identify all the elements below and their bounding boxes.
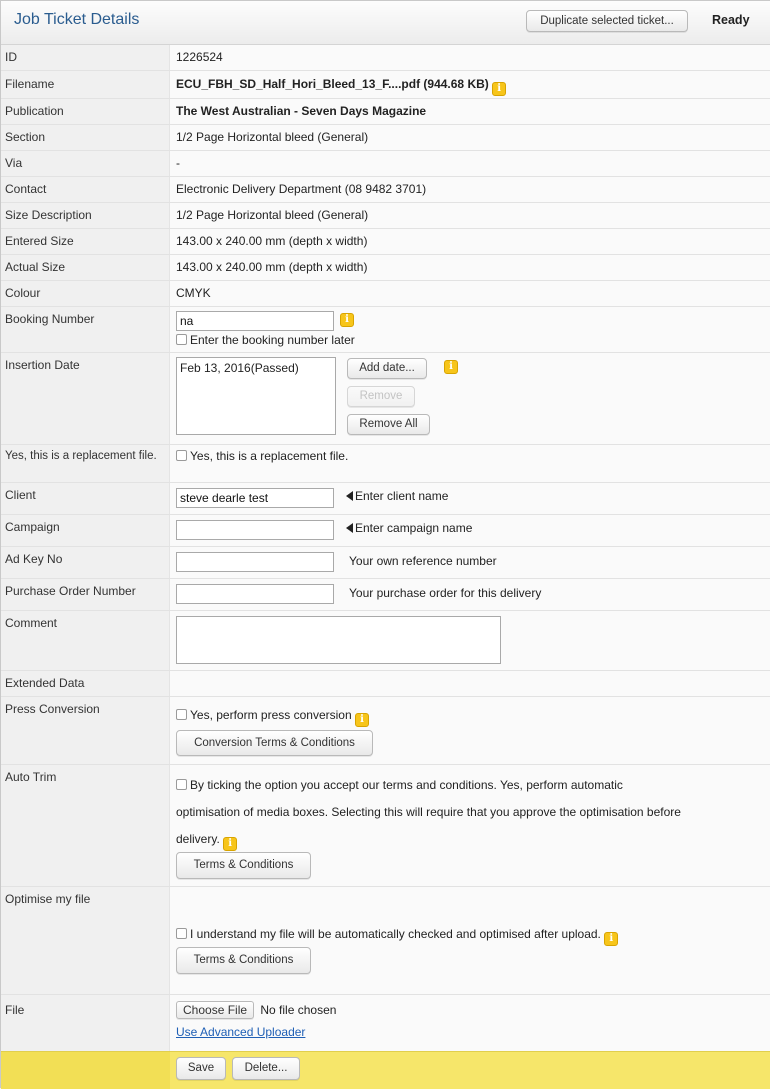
row-id (1, 45, 770, 71)
replacement-checkbox[interactable] (176, 450, 187, 461)
press-conversion-label: Yes, perform press conversion (190, 708, 352, 722)
field-label: Comment (1, 611, 170, 670)
field-label: Extended Data (1, 671, 170, 696)
row-actual-size (1, 255, 770, 281)
field-label: Section (1, 125, 170, 150)
add-date-button[interactable]: Add date... (347, 358, 427, 379)
row-campaign (1, 515, 770, 547)
row-via (1, 151, 770, 177)
contact-value: Electronic Delivery Department (08 9482 3701) (170, 177, 770, 202)
client-input[interactable] (176, 488, 334, 508)
replacement-label: Yes, this is a replacement file. (190, 449, 349, 463)
row-size-description (1, 203, 770, 229)
field-label: Publication (1, 99, 170, 124)
booking-number-input[interactable] (176, 311, 334, 331)
ad-key-hint: Your own reference number (349, 554, 497, 568)
booking-later-label: Enter the booking number later (190, 333, 355, 347)
row-client (1, 483, 770, 515)
client-hint: Enter client name (355, 489, 449, 503)
field-label: Booking Number (1, 307, 170, 352)
row-po-number (1, 579, 770, 611)
actual-size-value: 143.00 x 240.00 mm (depth x width) (170, 255, 770, 280)
info-icon[interactable]: i (355, 713, 369, 727)
auto-trim-checkbox[interactable] (176, 779, 187, 790)
field-label: Colour (1, 281, 170, 306)
entered-size-value: 143.00 x 240.00 mm (depth x width) (170, 229, 770, 254)
id-value: 1226524 (170, 45, 770, 70)
campaign-input[interactable] (176, 520, 334, 540)
row-optimise (1, 887, 770, 995)
press-conversion-checkbox[interactable] (176, 709, 187, 720)
row-entered-size (1, 229, 770, 255)
campaign-hint: Enter campaign name (355, 521, 473, 535)
date-list-item[interactable]: Feb 13, 2016(Passed) (180, 361, 299, 375)
auto-trim-text-3: delivery. (176, 832, 220, 846)
row-press-conversion (1, 697, 770, 765)
info-icon[interactable]: i (340, 313, 354, 327)
row-filename (1, 71, 770, 99)
po-number-hint: Your purchase order for this delivery (349, 586, 542, 600)
page-title: Job Ticket Details (14, 11, 140, 28)
field-label: Size Description (1, 203, 170, 228)
optimise-terms-button[interactable]: Terms & Conditions (176, 947, 311, 974)
row-file (1, 995, 770, 1051)
row-insertion-date (1, 353, 770, 445)
field-label: Optimise my file (1, 887, 170, 994)
po-number-input[interactable] (176, 584, 334, 604)
field-label: Campaign (1, 515, 170, 546)
auto-trim-text-1: By ticking the option you accept our terms and conditions. Yes, perform automatic (190, 778, 623, 792)
field-label: Client (1, 483, 170, 514)
info-icon[interactable]: i (444, 360, 458, 374)
via-value: - (170, 151, 770, 176)
publication-value: The West Australian - Seven Days Magazine (170, 99, 770, 124)
colour-value: CMYK (170, 281, 770, 306)
remove-all-dates-button[interactable]: Remove All (347, 414, 430, 435)
row-publication (1, 99, 770, 125)
arrow-left-icon (346, 491, 353, 501)
field-label: Yes, this is a replacement file. (1, 445, 170, 482)
auto-trim-terms-button[interactable]: Terms & Conditions (176, 852, 311, 879)
action-footer (1, 1051, 770, 1089)
insertion-date-list[interactable] (176, 357, 336, 435)
section-value: 1/2 Page Horizontal bleed (General) (170, 125, 770, 150)
field-label: Auto Trim (1, 765, 170, 886)
field-label: Contact (1, 177, 170, 202)
arrow-left-icon (346, 523, 353, 533)
size-description-value: 1/2 Page Horizontal bleed (General) (170, 203, 770, 228)
info-icon[interactable]: i (492, 82, 506, 96)
optimise-label: I understand my file will be automatically checked and optimised after upload. (190, 927, 601, 941)
field-label: File (1, 995, 170, 1051)
row-extended-data (1, 671, 770, 697)
field-label: Actual Size (1, 255, 170, 280)
optimise-checkbox[interactable] (176, 928, 187, 939)
filename-value: ECU_FBH_SD_Half_Hori_Bleed_13_F....pdf (944.68 KB) (176, 77, 489, 91)
row-contact (1, 177, 770, 203)
row-ad-key (1, 547, 770, 579)
row-auto-trim (1, 765, 770, 887)
duplicate-ticket-button[interactable]: Duplicate selected ticket... (526, 10, 688, 32)
row-colour (1, 281, 770, 307)
field-label: Filename (1, 71, 170, 98)
ad-key-input[interactable] (176, 552, 334, 572)
row-replacement (1, 445, 770, 483)
conversion-terms-button[interactable]: Conversion Terms & Conditions (176, 730, 373, 756)
booking-later-checkbox[interactable] (176, 334, 187, 345)
info-icon[interactable]: i (223, 837, 237, 851)
field-label: Press Conversion (1, 697, 170, 764)
field-label: Ad Key No (1, 547, 170, 578)
status-text: Ready (712, 13, 750, 27)
row-section (1, 125, 770, 151)
file-status: No file chosen (260, 1003, 337, 1017)
field-label: Insertion Date (1, 353, 170, 444)
field-label: Entered Size (1, 229, 170, 254)
panel-header (1, 1, 770, 45)
info-icon[interactable]: i (604, 932, 618, 946)
auto-trim-text-2: optimisation of media boxes. Selecting this will require that you approve the optimisation before (176, 805, 681, 819)
choose-file-button[interactable]: Choose File (176, 1001, 254, 1019)
delete-button[interactable]: Delete... (232, 1057, 300, 1080)
save-button[interactable]: Save (176, 1057, 226, 1080)
row-booking-number (1, 307, 770, 353)
field-label: Purchase Order Number (1, 579, 170, 610)
comment-textarea[interactable] (176, 616, 501, 664)
advanced-uploader-link[interactable]: Use Advanced Uploader (176, 1025, 306, 1039)
field-label: Via (1, 151, 170, 176)
row-comment (1, 611, 770, 671)
field-label: ID (1, 45, 170, 70)
remove-date-button[interactable]: Remove (347, 386, 415, 407)
